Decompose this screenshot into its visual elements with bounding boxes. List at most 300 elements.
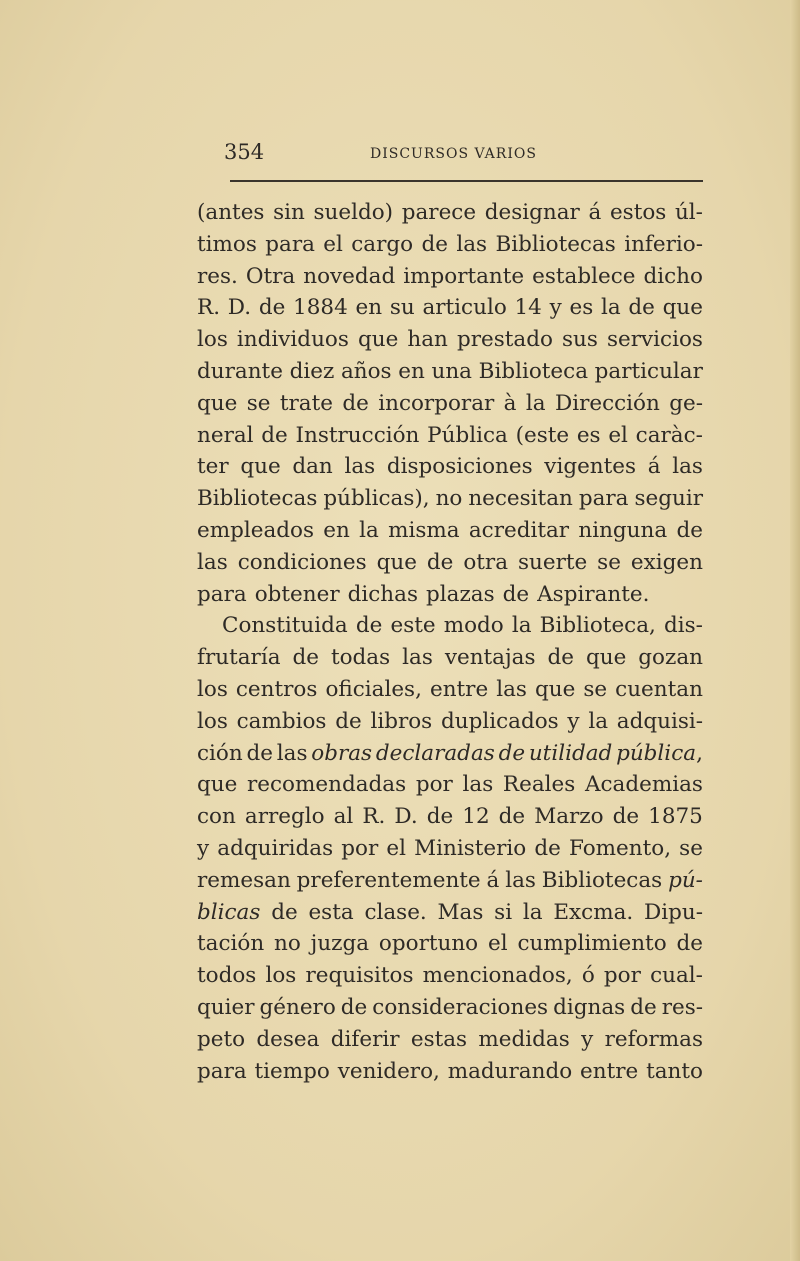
- word: de: [335, 708, 362, 734]
- word: las: [505, 867, 536, 893]
- word-group: [240, 451, 280, 483]
- text-line: [197, 960, 703, 992]
- word-group: [569, 833, 671, 865]
- word-group: [325, 674, 422, 706]
- italic-word: blicas: [197, 899, 261, 925]
- word-group: [553, 992, 625, 1024]
- word: R.: [362, 804, 386, 830]
- word: las: [456, 231, 488, 257]
- word-group: [463, 547, 508, 579]
- word: dignas: [553, 994, 626, 1020]
- word-group: [624, 229, 703, 261]
- word-group: [505, 865, 536, 897]
- word-group: [553, 897, 633, 929]
- word-group: [630, 992, 657, 1024]
- text-line: [197, 356, 703, 388]
- word-group: [378, 388, 494, 420]
- word-group: [562, 324, 598, 356]
- word-group: [197, 197, 264, 229]
- word-group: [672, 451, 703, 483]
- word: adquiridas: [217, 835, 334, 861]
- word: de: [676, 517, 703, 543]
- word: los: [265, 963, 297, 989]
- word: Reales: [502, 772, 576, 798]
- word: D.: [227, 295, 252, 321]
- word-group: [351, 229, 413, 261]
- word-group: [341, 356, 392, 388]
- word: Biblioteca,: [539, 613, 656, 639]
- word: tiempo: [254, 1058, 330, 1084]
- word-group: [668, 865, 703, 897]
- italic-word: de: [498, 740, 526, 766]
- word-group: [494, 897, 512, 929]
- word-group: [526, 388, 546, 420]
- word-group: [567, 706, 579, 738]
- word-group: [457, 324, 553, 356]
- word: dichas: [347, 581, 418, 607]
- word-group: [236, 674, 318, 706]
- word: que: [534, 676, 576, 702]
- word: las: [462, 772, 494, 798]
- word-group: [462, 801, 489, 833]
- word-group: [245, 801, 325, 833]
- word-group: [303, 261, 395, 293]
- word-group: [597, 547, 621, 579]
- word-group: [601, 292, 621, 324]
- word-group: [414, 833, 526, 865]
- word-group: [197, 420, 254, 452]
- word: otra: [463, 549, 509, 575]
- word-group: [421, 229, 448, 261]
- word-group: [341, 992, 368, 1024]
- word-group: [331, 642, 390, 674]
- word-group: [217, 833, 333, 865]
- word-group: [550, 292, 562, 324]
- word-group: [628, 292, 655, 324]
- word-group: [197, 1056, 247, 1088]
- word-group: [390, 610, 435, 642]
- word: obtener: [254, 581, 340, 607]
- word: condiciones: [237, 549, 367, 575]
- word: de: [292, 645, 319, 671]
- word-group: [344, 451, 375, 483]
- word-group: [197, 292, 220, 324]
- word-group: [197, 960, 256, 992]
- word: cambios: [236, 708, 327, 734]
- word: al: [333, 804, 354, 830]
- word-group: [331, 1024, 400, 1056]
- word-group: [308, 897, 353, 929]
- word-group: [438, 897, 484, 929]
- word-group: [422, 292, 506, 324]
- word: novedad: [303, 263, 396, 289]
- word-group: [608, 420, 628, 452]
- word: esta: [308, 899, 354, 925]
- word-group: [197, 928, 264, 960]
- word: desea: [256, 1026, 320, 1052]
- word-group: [445, 642, 536, 674]
- word: libros: [370, 708, 433, 734]
- text-line: [197, 388, 703, 420]
- word-group: [323, 229, 343, 261]
- text-line: [197, 515, 703, 547]
- word: Biblioteca: [478, 358, 589, 384]
- text-line: [197, 420, 703, 452]
- body-text: [197, 197, 703, 1087]
- word: su: [389, 295, 415, 321]
- word: se: [583, 676, 608, 702]
- word-group: [663, 292, 703, 324]
- running-title: DISCURSOS VARIOS: [370, 146, 537, 162]
- word-group: [292, 451, 332, 483]
- word: de: [421, 231, 448, 257]
- word: para: [197, 1058, 247, 1084]
- word: durante: [197, 358, 283, 384]
- word: se: [679, 835, 703, 861]
- word-group: [485, 197, 580, 229]
- word-group: [585, 769, 703, 801]
- word: seguir: [634, 486, 703, 512]
- word: modo: [443, 613, 504, 639]
- word-group: [617, 706, 703, 738]
- word: ter: [197, 454, 229, 480]
- word-group: [430, 674, 488, 706]
- word-group: [588, 197, 601, 229]
- word: de: [628, 295, 655, 321]
- word-group: [197, 897, 260, 929]
- word-group: [296, 420, 420, 452]
- word: Mas: [437, 899, 484, 925]
- word: estos: [609, 200, 667, 225]
- text-line: [197, 992, 703, 1024]
- word: en: [398, 358, 425, 384]
- word: este: [390, 613, 436, 639]
- word: cual-: [650, 963, 703, 989]
- word-group: [197, 483, 317, 515]
- word: reformas: [604, 1026, 703, 1052]
- word-group: [197, 1024, 245, 1056]
- word: las: [197, 549, 228, 575]
- text-line: [197, 197, 703, 229]
- word-group: [197, 992, 255, 1024]
- word: todas: [330, 645, 391, 671]
- word-group: [577, 420, 601, 452]
- word-group: [664, 610, 703, 642]
- word: no: [435, 486, 463, 512]
- word-group: [246, 738, 273, 770]
- word: ninguna: [578, 517, 668, 543]
- word: 14: [514, 295, 542, 321]
- word: las: [344, 454, 376, 480]
- word: la: [600, 295, 621, 321]
- word: medidas: [478, 1026, 570, 1052]
- word: han: [407, 327, 448, 353]
- word-group: [582, 960, 595, 992]
- word: de: [342, 390, 369, 416]
- word: no: [274, 931, 301, 957]
- word: R.: [197, 295, 221, 321]
- word: todos: [197, 963, 257, 989]
- word-group: [583, 674, 607, 706]
- word: la: [525, 390, 546, 416]
- word-group: [197, 579, 247, 611]
- word-group: [238, 547, 367, 579]
- word: de: [612, 804, 640, 830]
- word-group: [274, 928, 301, 960]
- word: de: [340, 994, 368, 1020]
- word-group: [228, 292, 251, 324]
- word-group: [273, 197, 305, 229]
- word: cargo: [351, 231, 414, 257]
- word-group: [407, 324, 448, 356]
- text-line: [197, 674, 703, 706]
- word: y: [581, 1026, 594, 1052]
- word-group: [265, 960, 296, 992]
- word: dicho: [643, 263, 703, 289]
- word: de: [258, 295, 286, 321]
- word: vigentes: [544, 454, 637, 480]
- text-line: [197, 897, 703, 929]
- word: recomendadas: [247, 772, 407, 798]
- word-group: [634, 483, 703, 515]
- word-group: [588, 706, 608, 738]
- word-group: [469, 515, 569, 547]
- word-group: [515, 292, 542, 324]
- word-group: [544, 451, 636, 483]
- word: clase.: [364, 899, 427, 925]
- word: ó: [581, 963, 595, 989]
- header-rule: [230, 180, 703, 182]
- word: los: [197, 676, 228, 702]
- word: la: [588, 708, 609, 734]
- word-group: [669, 388, 703, 420]
- word-group: [569, 292, 593, 324]
- word-group: [197, 706, 228, 738]
- word-group: [478, 1024, 569, 1056]
- word: prestado: [456, 327, 553, 353]
- word: para: [197, 581, 247, 607]
- word: una: [431, 358, 472, 384]
- text-line: [197, 451, 703, 483]
- word-group: [679, 833, 703, 865]
- word: dis-: [663, 613, 703, 639]
- word: gozan: [638, 645, 703, 671]
- word: es: [569, 295, 594, 321]
- word-group: [468, 483, 573, 515]
- word: ge-: [669, 390, 703, 416]
- word-group: [259, 292, 286, 324]
- word: de: [261, 422, 288, 448]
- word-group: [675, 197, 703, 229]
- word: que: [662, 295, 703, 321]
- word-group: [255, 1056, 330, 1088]
- word: D.: [394, 804, 418, 830]
- word: entre: [429, 676, 489, 702]
- word: oficiales,: [325, 676, 422, 702]
- word-group: [323, 515, 350, 547]
- word: Dipu-: [644, 899, 703, 925]
- word-group: [197, 738, 243, 770]
- word: peto: [197, 1026, 246, 1052]
- word: quier: [197, 994, 255, 1020]
- word-group: [297, 865, 481, 897]
- word-group: [335, 706, 362, 738]
- word: exigen: [630, 549, 703, 575]
- word-group: [534, 801, 603, 833]
- word: que: [197, 390, 238, 416]
- word: dan: [292, 454, 333, 480]
- word-group: [548, 642, 575, 674]
- word: para: [265, 231, 315, 257]
- word-group: [610, 197, 666, 229]
- word: género: [259, 994, 336, 1020]
- word: frutaría: [197, 645, 281, 671]
- word: es: [576, 422, 601, 448]
- word: timos: [197, 231, 257, 257]
- word-group: [293, 292, 348, 324]
- word: los: [197, 708, 228, 734]
- word-group: [448, 1056, 572, 1088]
- word: se: [246, 390, 271, 416]
- word: requisitos: [305, 963, 414, 989]
- word-group: [529, 738, 612, 770]
- word: de: [355, 613, 383, 639]
- word-group: [388, 515, 460, 547]
- word: que: [240, 454, 281, 480]
- word: la: [359, 517, 379, 543]
- word: individuos: [236, 327, 349, 353]
- word: en: [355, 295, 383, 321]
- italic-word: pública: [616, 740, 697, 766]
- word-group: [197, 674, 228, 706]
- word-group: [197, 451, 229, 483]
- word-group: [197, 769, 237, 801]
- word-group: [247, 388, 271, 420]
- word: Otra: [245, 263, 296, 289]
- word-group: [581, 1024, 593, 1056]
- word-group: [423, 960, 573, 992]
- word-group: [427, 801, 454, 833]
- text-line: [197, 769, 703, 801]
- word: de: [630, 994, 657, 1020]
- word: por: [603, 963, 641, 989]
- word-group: [534, 833, 561, 865]
- word: la: [522, 899, 543, 925]
- word-group: [444, 610, 504, 642]
- word-group: [436, 483, 463, 515]
- word-group: [479, 356, 588, 388]
- word-group: [314, 197, 394, 229]
- word-group: [377, 547, 417, 579]
- word: estas: [410, 1026, 468, 1052]
- word: de: [676, 931, 703, 957]
- word: Academias: [584, 772, 703, 798]
- word: 1875: [648, 804, 703, 830]
- word-group: [495, 229, 615, 261]
- text-line: [197, 706, 703, 738]
- word-group: [542, 865, 662, 897]
- word-group: [280, 388, 333, 420]
- word: diez: [289, 358, 335, 384]
- italic-word: pú-: [668, 867, 703, 893]
- word: se: [597, 549, 621, 575]
- word-group: [503, 579, 530, 611]
- word-group: [261, 420, 288, 452]
- word: para: [578, 486, 629, 512]
- word: ,: [696, 740, 703, 766]
- word: de: [246, 740, 273, 766]
- word: parece: [401, 200, 477, 225]
- word-group: [427, 547, 454, 579]
- text-line: [197, 547, 703, 579]
- word: arreglo: [244, 804, 325, 830]
- page-edge: [790, 0, 800, 1261]
- word: en: [323, 517, 350, 543]
- word-group: [456, 229, 487, 261]
- word-group: [358, 324, 398, 356]
- word-group: [386, 833, 406, 865]
- word-group: [662, 992, 703, 1024]
- word: que: [376, 549, 417, 575]
- word-group: [370, 706, 432, 738]
- text-line: [197, 1024, 703, 1056]
- word: centros: [235, 676, 318, 702]
- word: á: [588, 200, 602, 225]
- text-line: [197, 579, 703, 611]
- word: de: [502, 581, 530, 607]
- word-group: [390, 292, 415, 324]
- word-group: [537, 579, 649, 611]
- word: plazas: [426, 581, 495, 607]
- word: las: [672, 454, 703, 480]
- word: Aspirante.: [537, 581, 650, 607]
- word: adquisi-: [616, 708, 703, 734]
- word: sueldo): [313, 200, 394, 225]
- word-group: [277, 738, 308, 770]
- word: Instrucción: [295, 422, 420, 448]
- word: y: [197, 835, 210, 861]
- word-group: [290, 356, 335, 388]
- word: de: [547, 645, 574, 671]
- word-group: [197, 642, 281, 674]
- word-group: [197, 261, 238, 293]
- word: Dirección: [554, 390, 660, 416]
- word: necesitan: [468, 486, 573, 512]
- word-group: [411, 1024, 467, 1056]
- word: de: [498, 804, 526, 830]
- word: (este: [515, 422, 570, 448]
- word-group: [648, 451, 661, 483]
- word-group: [197, 229, 257, 261]
- text-line: [197, 928, 703, 960]
- word-group: [636, 420, 703, 452]
- word-group: [638, 642, 703, 674]
- word: de: [426, 804, 454, 830]
- word: Fomento,: [568, 835, 672, 861]
- word-group: [595, 356, 703, 388]
- word-group: [387, 451, 533, 483]
- word-group: [648, 801, 703, 833]
- word: servicios: [606, 327, 703, 353]
- italic-word: utilidad: [528, 740, 613, 766]
- word-group: [650, 960, 703, 992]
- word-group: [334, 801, 354, 833]
- word-group: [441, 706, 559, 738]
- text-line: [197, 642, 703, 674]
- word: Bibliotecas: [495, 231, 616, 257]
- word-group: [403, 261, 524, 293]
- word-group: [532, 261, 635, 293]
